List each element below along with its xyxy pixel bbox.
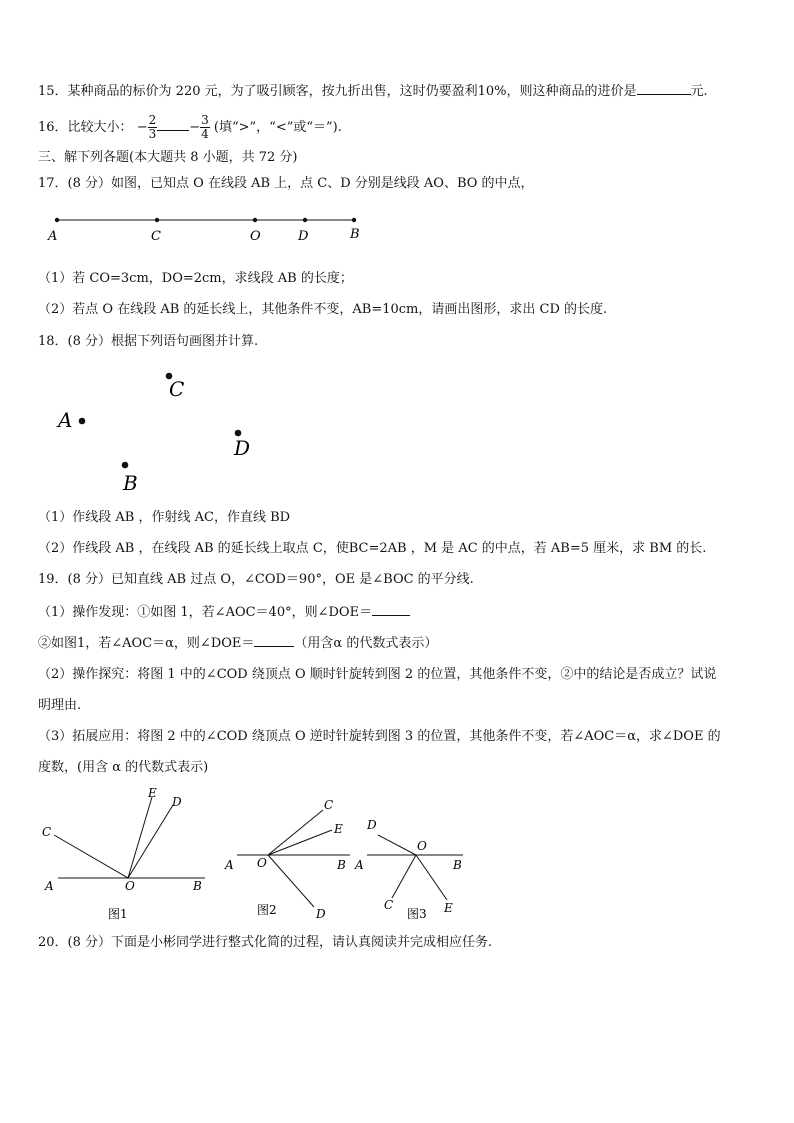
q15-answer-blank[interactable]: [637, 82, 691, 95]
point-label-d: D: [234, 436, 251, 460]
fraction-two-thirds: [148, 114, 158, 141]
fig2-caption: 图2: [257, 903, 277, 917]
fig2-label-b: B: [337, 858, 346, 872]
fig1-label-e: E: [148, 786, 157, 800]
fraction-denominator: 4: [201, 127, 209, 141]
q16-minus-1: −: [136, 120, 148, 135]
fig2-label-c: C: [324, 798, 334, 812]
question-17-part-1: （1）若 CO=3cm，DO=2cm，求线段 AB 的长度；: [38, 271, 353, 286]
point-label-c: C: [169, 377, 185, 401]
q15-suffix: 元.: [690, 84, 708, 99]
q16-prefix: 16．比较大小：: [38, 120, 133, 135]
point-label-o: O: [250, 229, 261, 244]
figure-3: [354, 818, 463, 921]
point-label-b: B: [123, 471, 138, 494]
q19-part-1a-text: （1）操作发现：①如图 1，若∠AOC＝40°，则∠DOE＝: [38, 605, 373, 620]
question-19-part-1a: [38, 603, 764, 622]
q18-figure: [50, 364, 270, 494]
question-18-part-2: （2）作线段 AB ，在线段 AB 的延长线上取点 C，使BC=2AB ，M 是 AC 的中点，若 AB=5 厘米，求 BM 的长.: [38, 541, 707, 556]
fig3-label-c: C: [384, 898, 394, 912]
section-heading: 三、解下列各题(本大题共 8 小题，共 72 分): [38, 150, 298, 165]
fig1-caption: 图1: [108, 907, 128, 921]
question-16: [38, 110, 764, 146]
question-19-part-3-line-2: 度数，(用含 α 的代数式表示): [38, 760, 209, 775]
figure-2: [224, 798, 350, 921]
question-18-part-1: （1）作线段 AB ，作射线 AC，作直线 BD: [38, 510, 291, 525]
fig3-label-e: E: [444, 901, 453, 915]
question-19-part-2-line-1: （2）操作探究：将图 1 中的∠COD 绕顶点 O 顺时针旋转到图 2 的位置，其他条件不变，②中的结论是否成立？试说: [38, 667, 717, 682]
q16-minus-2: −: [189, 120, 201, 135]
q19-figures: [0, 780, 794, 930]
point-label-a: A: [58, 408, 73, 432]
point-label-b: B: [350, 227, 360, 242]
question-18-stem: 18．(8 分）根据下列语句画图并计算.: [38, 334, 259, 349]
question-17-part-2: （2）若点 O 在线段 AB 的延长线上，其他条件不变，AB=10cm，请画出图形，求出 CD 的长度.: [38, 302, 608, 317]
question-17-stem: 17．(8 分）如图，已知点 O 在线段 AB 上，点 C、D 分别是线段 AO、BO 的中点，: [38, 176, 534, 191]
question-19-part-3-line-1: （3）拓展应用：将图 2 中的∠COD 绕顶点 O 逆时针旋转到图 3 的位置，其他条件不变，若∠AOC＝α，求∠DOE 的: [38, 729, 721, 744]
question-20-stem: 20．(8 分）下面是小彬同学进行整式化简的过程，请认真阅读并完成相应任务.: [38, 935, 493, 950]
q19-part-1a-blank[interactable]: [372, 603, 410, 616]
q19-part-1b-text: ②如图1，若∠AOC＝α，则∠DOE＝: [38, 636, 255, 651]
fraction-numerator: 2: [148, 113, 157, 127]
fig1-label-c: C: [42, 825, 52, 839]
fig3-label-a: A: [355, 858, 364, 872]
q19-part-1b-blank[interactable]: [254, 634, 294, 647]
fig3-label-o: O: [417, 839, 427, 853]
point-label-a: A: [48, 229, 58, 244]
fraction-denominator: 3: [148, 127, 157, 141]
point-label-d: D: [298, 229, 309, 244]
q19-part-1b-suffix: （用含α 的代数式表示）: [294, 636, 438, 651]
fig2-label-o: O: [257, 856, 267, 870]
fig3-label-b: B: [453, 858, 462, 872]
fig3-label-d: D: [367, 818, 377, 832]
q17-figure: [40, 208, 380, 248]
q16-answer-blank[interactable]: [157, 118, 189, 131]
fig1-label-d: D: [172, 795, 182, 809]
question-15: [38, 82, 764, 101]
fig1-label-b: B: [193, 879, 202, 893]
fraction-three-quarters: [200, 114, 210, 141]
question-19-part-2-line-2: 明理由.: [38, 698, 82, 713]
question-19-part-1b: [38, 634, 764, 653]
figure-1: [42, 786, 205, 921]
fig2-label-a: A: [225, 858, 234, 872]
q15-text: 15．某种商品的标价为 220 元，为了吸引顾客，按九折出售，这时仍要盈利10%，则这种商品的进价是: [38, 84, 637, 99]
fig1-label-o: O: [125, 879, 135, 893]
fraction-numerator: 3: [201, 113, 209, 127]
fig1-label-a: A: [45, 879, 54, 893]
question-19-stem: 19．(8 分）已知直线 AB 过点 O，∠COD＝90°，OE 是∠BOC 的平分线.: [38, 572, 474, 587]
fig3-caption: 图3: [407, 907, 427, 921]
q16-suffix: (填“>”，“<”或“＝”).: [213, 120, 342, 135]
point-label-c: C: [151, 229, 161, 244]
fig2-label-d: D: [316, 907, 326, 921]
fig2-label-e: E: [334, 822, 343, 836]
